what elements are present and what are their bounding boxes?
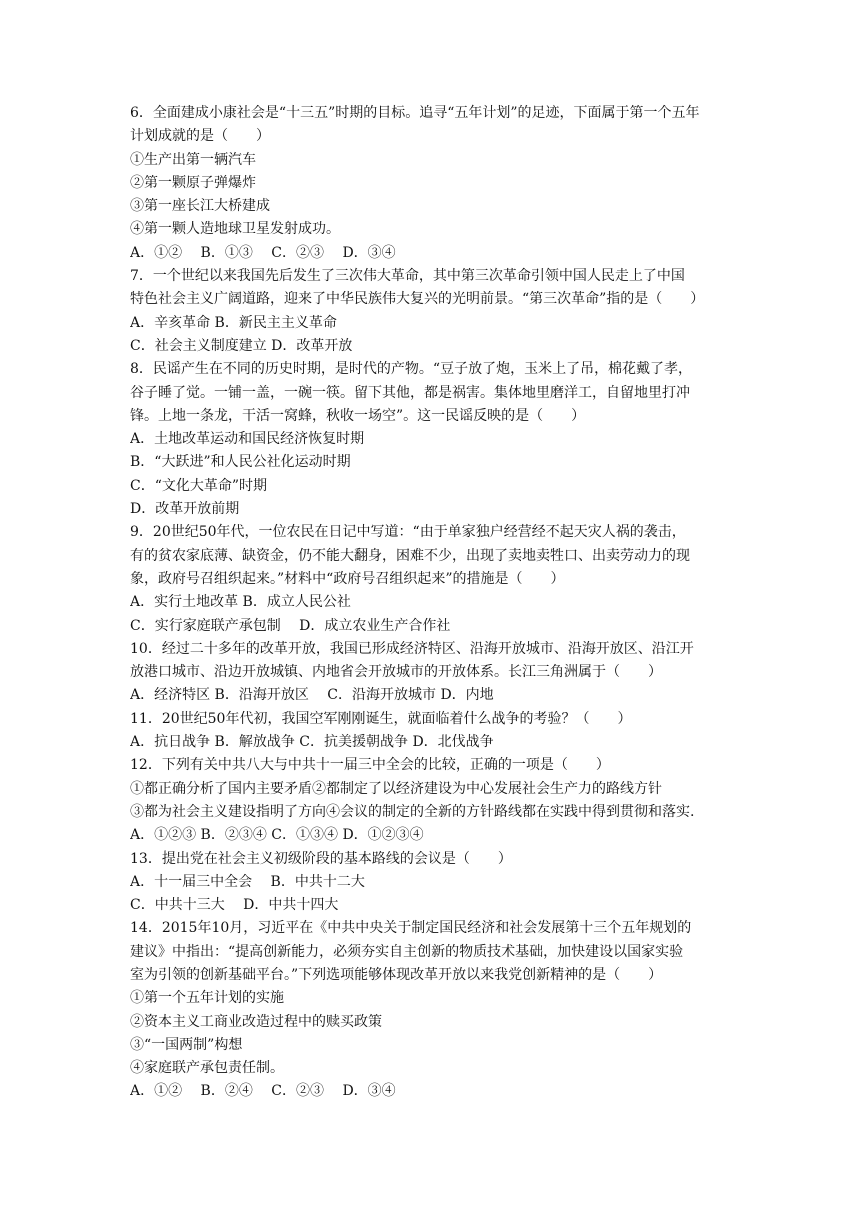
question-7-options: C．社会主义制度建立 D．改革开放 bbox=[130, 337, 353, 354]
question-6-item: ④第一颗人造地球卫星发射成功。 bbox=[130, 221, 340, 238]
question-14-stem: 室为引领的创新基础平台。”下列选项能够体现改革开放以来我党创新精神的是（ ） bbox=[130, 966, 663, 983]
question-8-option: D．改革开放前期 bbox=[130, 501, 240, 518]
question-13-stem: 13．提出党在社会主义初级阶段的基本路线的会议是（ ） bbox=[130, 850, 512, 867]
question-8-option: A．土地改革运动和国民经济恢复时期 bbox=[130, 431, 365, 448]
question-14-stem: 14．2015年10月，习近平在《中共中央关于制定国民经济和社会发展第十三个五年规划的 bbox=[130, 920, 692, 937]
question-7-stem: 特色社会主义广阔道路，迎来了中华民族伟大复兴的光明前景。“第三次革命”指的是（ ） bbox=[130, 291, 705, 308]
question-6-item: ①生产出第一辆汽车 bbox=[130, 151, 256, 168]
question-8-stem: 锋。上地一条龙，干活一窝蜂，秋收一场空”。这一民谣反映的是（ ） bbox=[130, 407, 586, 424]
question-14-stem: 建议》中指出：“提高创新能力，必须夯实自主创新的物质技术基础，加快建设以国家实验 bbox=[130, 943, 684, 960]
question-10-stem: 10．经过二十多年的改革开放，我国已形成经济特区、沿海开放城市、沿海开放区、沿江开 bbox=[130, 640, 694, 657]
question-14-item: ③“一国两制”构想 bbox=[130, 1036, 243, 1053]
question-9-stem: 9．20世纪50年代，一位农民在日记中写道：“由于单家独户经营经不起天灾人祸的袭击， bbox=[130, 524, 686, 541]
question-13-options: C．中共十三大 D．中共十四大 bbox=[130, 897, 339, 914]
question-9-stem: 有的贫农家底薄、缺资金，仍不能大翻身，困难不少，出现了卖地卖牲口、出卖劳动力的现 bbox=[130, 547, 690, 564]
question-6-options: A．①② B．①③ C．②③ D．③④ bbox=[130, 244, 396, 261]
question-10-stem: 放港口城市、沿边开放城镇、内地省会开放城市的开放体系。长江三角洲属于（ ） bbox=[130, 664, 662, 681]
question-12-options: A．①②③ B．②③④ C．①③④ D．①②③④ bbox=[130, 827, 424, 844]
question-11-stem: 11．20世纪50年代初，我国空军刚刚诞生，就面临着什么战争的考验？（ ） bbox=[130, 710, 632, 727]
question-14-item: ②资本主义工商业改造过程中的赎买政策 bbox=[130, 1013, 382, 1030]
question-13-options: A．十一届三中全会 B．中共十二大 bbox=[130, 873, 365, 890]
question-text-block bbox=[130, 102, 735, 1104]
question-8-stem: 谷子睡了觉。一铺一盖，一碗一筷。留下其他，都是祸害。集体地里磨洋工，自留地里打冲 bbox=[130, 384, 690, 401]
question-6-stem: 计划成就的是（ ） bbox=[130, 128, 270, 145]
question-8-option: C．“文化大革命”时期 bbox=[130, 477, 268, 494]
question-6-item: ②第一颗原子弹爆炸 bbox=[130, 174, 256, 191]
question-6-stem: 6．全面建成小康社会是“十三五”时期的目标。追寻“五年计划”的足迹，下面属于第一个五年 bbox=[130, 105, 700, 121]
question-7-stem: 7．一个世纪以来我国先后发生了三次伟大革命，其中第三次革命引领中国人民走上了中国 bbox=[130, 268, 685, 285]
question-10-options: A．经济特区 B．沿海开放区 C．沿海开放城市 D．内地 bbox=[130, 687, 494, 704]
question-9-options: C．实行家庭联产承包制 D．成立农业生产合作社 bbox=[130, 617, 451, 634]
question-6-item: ③第一座长江大桥建成 bbox=[130, 198, 270, 215]
question-9-stem: 象，政府号召组织起来。”材料中“政府号召组织起来”的措施是（ ） bbox=[130, 570, 565, 587]
question-11-options: A．抗日战争 B．解放战争 C．抗美援朝战争 D．北伐战争 bbox=[130, 734, 494, 751]
question-8-stem: 8．民谣产生在不同的历史时期，是时代的产物。“豆子放了炮，玉米上了吊，棉花戴了孝， bbox=[130, 361, 693, 378]
question-7-options: A．辛亥革命 B．新民主主义革命 bbox=[130, 314, 337, 331]
question-12-item: ①都正确分析了国内主要矛盾②都制定了以经济建设为中心发展社会生产力的路线方针 bbox=[130, 780, 662, 797]
question-12-stem: 12．下列有关中共八大与中共十一届三中全会的比较，正确的一项是（ ） bbox=[130, 757, 610, 774]
question-14-item: ④家庭联产承包责任制。 bbox=[130, 1060, 284, 1077]
question-12-item: ③都为社会主义建设指明了方向④会议的制定的全新的方针路线都在实践中得到贯彻和落实. bbox=[130, 803, 695, 820]
question-14-item: ①第一个五年计划的实施 bbox=[130, 990, 284, 1007]
question-9-options: A．实行土地改革 B．成立人民公社 bbox=[130, 594, 351, 611]
question-8-option: B．“大跃进”和人民公社化运动时期 bbox=[130, 454, 351, 471]
question-14-options: A．①② B．②④ C．②③ D．③④ bbox=[130, 1083, 396, 1100]
